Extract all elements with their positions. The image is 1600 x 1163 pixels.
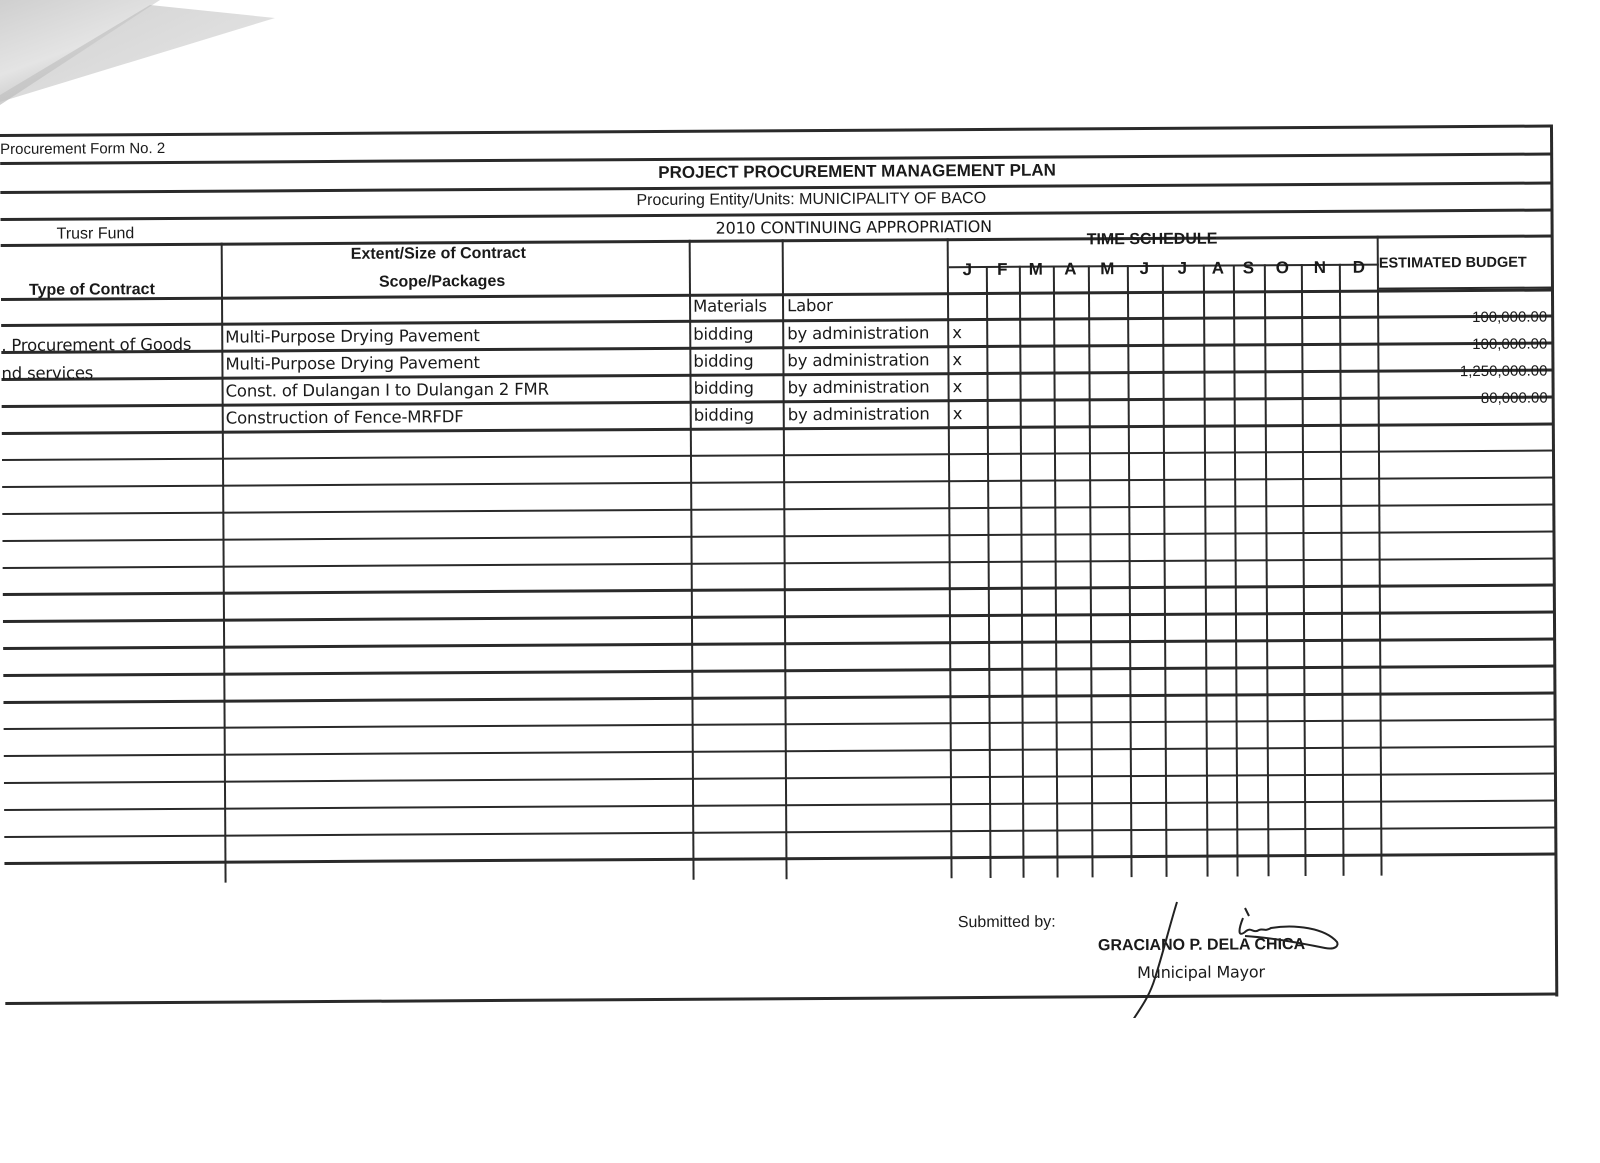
column-rule: [1264, 264, 1270, 876]
row-rule: [3, 692, 1555, 704]
row-rule: [4, 718, 1556, 730]
rule: [1, 289, 1553, 301]
column-rule: [1053, 266, 1059, 878]
row-rule: [3, 611, 1555, 623]
header-labor: Labor: [787, 295, 833, 316]
header-time-schedule: TIME SCHEDULE: [1086, 230, 1218, 249]
row-rule: [3, 584, 1555, 596]
row-rule: [3, 665, 1555, 677]
column-rule: [1233, 264, 1239, 876]
month-header: J: [962, 260, 973, 280]
column-rule: [986, 266, 992, 878]
type-of-contract-line1: . Procurement of Goods: [1, 334, 192, 355]
signatory-title: Municipal Mayor: [1137, 962, 1265, 983]
row-rule: [4, 853, 1556, 865]
cell-budget: 100,000.00: [1472, 308, 1548, 327]
header-extent: Extent/Size of Contract: [350, 244, 526, 263]
row-rule: [4, 799, 1556, 811]
procurement-form: [0, 125, 1557, 1006]
row-rule: [4, 826, 1556, 838]
row-rule: [2, 530, 1554, 542]
row-rule: [1, 315, 1553, 327]
column-rule: [1162, 265, 1168, 877]
month-header: F: [997, 259, 1008, 279]
header-materials: Materials: [693, 296, 767, 316]
cell-budget: 80,000.00: [1480, 389, 1548, 407]
cell-scope: Multi-Purpose Drying Pavement: [225, 353, 480, 374]
signature-icon: [1125, 898, 1355, 1018]
row-rule: [3, 638, 1555, 650]
cell-materials: bidding: [693, 351, 754, 371]
column-rule: [1339, 264, 1345, 876]
form-number: Procurement Form No. 2: [0, 139, 166, 158]
month-header: D: [1352, 257, 1366, 277]
header-type-of-contract: Type of Contract: [28, 281, 155, 299]
cell-budget: 100,000.00: [1472, 335, 1548, 354]
right-border: [1550, 125, 1558, 997]
signatory-name: GRACIANO P. DELA CHICA: [1097, 936, 1306, 955]
cell-schedule-mark: x: [952, 404, 963, 424]
cell-labor: by administration: [787, 350, 930, 371]
type-of-contract-line2: nd services: [1, 363, 94, 383]
cell-materials: bidding: [693, 324, 754, 344]
cell-labor: by administration: [787, 404, 930, 425]
row-rule: [4, 772, 1556, 784]
appropriation: 2010 CONTINUING APPROPRIATION: [715, 216, 992, 238]
header-estimated-budget: ESTIMATED BUDGET: [1378, 254, 1527, 272]
cell-schedule-mark: x: [952, 350, 963, 370]
procuring-entity: Procuring Entity/Units: MUNICIPALITY OF BACO: [636, 189, 987, 210]
column-rule: [1203, 265, 1209, 877]
row-rule: [2, 449, 1554, 461]
cell-materials: bidding: [693, 405, 754, 425]
column-rule: [1377, 236, 1383, 876]
column-rule: [1127, 265, 1133, 877]
month-header: M: [1028, 259, 1043, 279]
cell-schedule-mark: x: [952, 377, 963, 397]
column-rule: [1088, 265, 1094, 877]
row-rule: [4, 745, 1556, 757]
row-rule: [2, 476, 1554, 488]
cell-materials: bidding: [693, 378, 754, 398]
month-header: O: [1275, 258, 1290, 278]
column-rule: [1019, 266, 1025, 878]
month-header: N: [1313, 257, 1327, 277]
header-scope: Scope/Packages: [378, 272, 506, 291]
column-rule: [1301, 264, 1307, 876]
month-header: A: [1064, 259, 1077, 279]
cell-scope: Const. of Dulangan I to Dulangan 2 FMR: [225, 379, 549, 401]
fund-label: Trusr Fund: [56, 225, 135, 243]
cell-scope: Multi-Purpose Drying Pavement: [225, 326, 480, 347]
cell-budget: 1,250,000.00: [1459, 362, 1548, 381]
form-title: PROJECT PROCUREMENT MANAGEMENT PLAN: [658, 160, 1056, 182]
rule: [0, 125, 1552, 137]
cell-scope: Construction of Fence-MRFDF: [225, 407, 464, 428]
cell-schedule-mark: x: [952, 323, 962, 343]
cell-labor: by administration: [787, 323, 930, 344]
cell-labor: by administration: [787, 377, 930, 398]
month-header: A: [1211, 258, 1225, 278]
month-header: J: [1139, 258, 1150, 279]
submitted-by-label: Submitted by:: [957, 913, 1056, 932]
row-rule: [3, 557, 1555, 569]
row-rule: [2, 503, 1554, 515]
month-header: S: [1242, 258, 1255, 278]
month-header: M: [1100, 259, 1115, 279]
month-header: J: [1177, 258, 1188, 278]
